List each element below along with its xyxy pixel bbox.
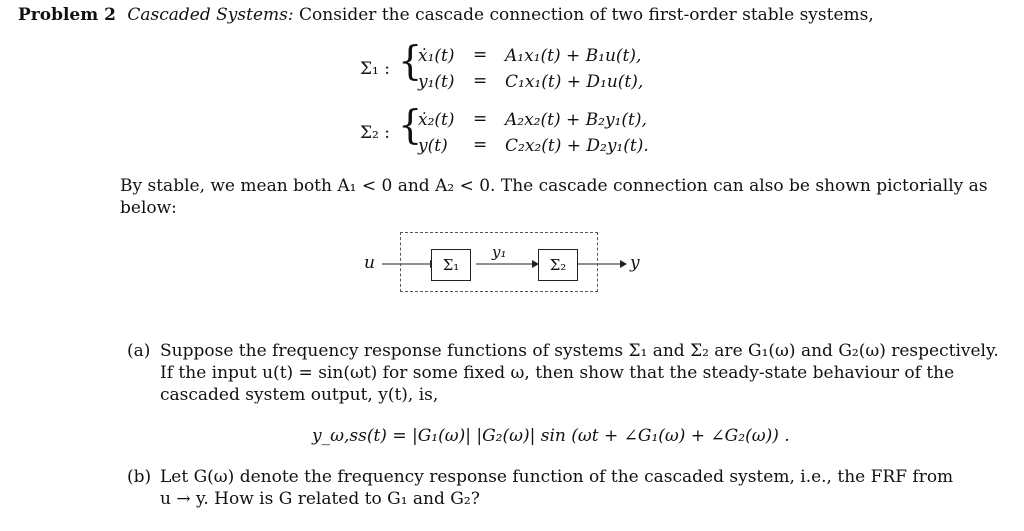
system2-eq2-rhs: C₂x₂(t) + D₂y₁(t). [505,136,649,156]
system2-eq1-equals: = [473,109,488,129]
system1-label: Σ₁ : [360,59,390,79]
diagram-input-label: u [364,253,375,273]
system2-eq2-lhs: y(t) [418,136,448,156]
system2-eq1-lhs: ẋ₂(t) [418,110,455,130]
system2-eq1-rhs: A₂x₂(t) + B₂y₁(t), [505,110,647,130]
part-b-line2: u → y. How is G related to G₁ and G₂? [160,489,480,509]
problem-topic: Cascaded Systems: [127,5,294,25]
part-a-line3: cascaded system output, y(t), is, [160,385,439,405]
system2-label: Σ₂ : [360,123,390,143]
problem-number: Problem 2 [18,5,116,25]
part-a-line2: If the input u(t) = sin(ωt) for some fixed ω, then show that the steady-state behaviour of the [160,363,955,383]
block-sigma1: Σ₁ [431,249,471,281]
system1-eq2-lhs: y₁(t) [418,72,455,92]
part-b-label: (b) [127,467,152,487]
system1-eq2-rhs: C₁x₁(t) + D₁u(t), [505,72,644,92]
problem-header [18,4,874,26]
part-a-line1: Suppose the frequency response functions of systems Σ₁ and Σ₂ are G₁(ω) and G₂(ω) respectively. [160,341,999,361]
system2-eq2-equals: = [473,135,488,155]
system1-eq1-lhs: ẋ₁(t) [418,46,455,66]
stable-text-line1: By stable, we mean both A₁ < 0 and A₂ < 0. The cascade connection can also be shown pictorially as [120,176,988,196]
stable-text-line2: below: [120,198,177,218]
part-a-label: (a) [127,341,151,361]
system1-eq1-equals: = [473,45,488,65]
system1-eq2-equals: = [473,71,488,91]
diagram-signal-label: y₁ [492,243,507,261]
part-a-formula: y_ω,ss(t) = |G₁(ω)| |G₂(ω)| sin (ωt + ∠G₁(ω) + ∠G₂(ω)) . [312,426,790,446]
part-b-line1: Let G(ω) denote the frequency response function of the cascaded system, i.e., the FRF from [160,467,954,487]
arrow-output-head [620,260,627,268]
problem-intro: Consider the cascade connection of two first-order stable systems, [299,5,874,25]
system1-brace: { [398,37,423,85]
system1-eq1-rhs: A₁x₁(t) + B₁u(t), [505,46,642,66]
diagram-output-label: y [630,253,640,273]
system2-brace: { [398,101,423,149]
block-sigma2: Σ₂ [538,249,578,281]
